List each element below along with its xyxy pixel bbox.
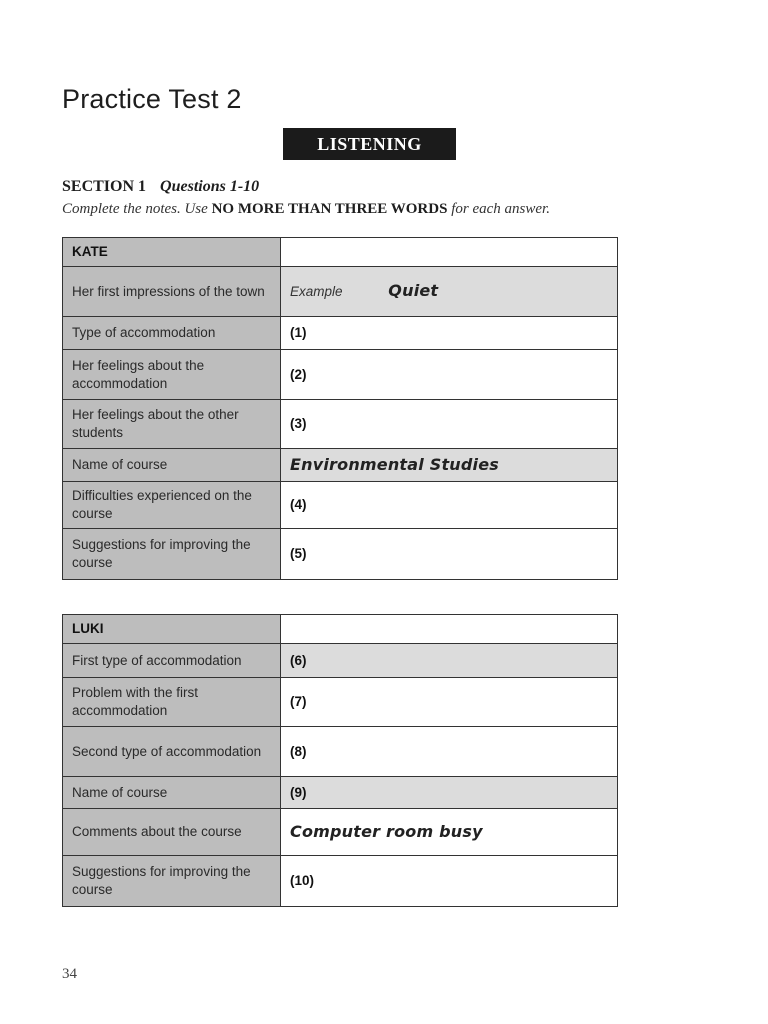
answer-cell: [281, 449, 618, 482]
row-label: Suggestions for improving the course: [63, 856, 281, 907]
answer-cell[interactable]: [281, 856, 618, 907]
kate-header: KATE: [63, 238, 281, 267]
row-label: Name of course: [63, 449, 281, 482]
row-label: Comments about the course: [63, 809, 281, 856]
handwritten-answer: Computer room busy: [290, 821, 483, 841]
table-row: [63, 529, 618, 580]
header-blank-cell: [281, 615, 618, 644]
table-row: [63, 482, 618, 529]
answer-cell[interactable]: [281, 644, 618, 678]
row-label: Second type of accommodation: [63, 727, 281, 777]
answer-cell[interactable]: [281, 350, 618, 400]
question-number: (9): [290, 784, 307, 800]
question-number: (1): [290, 325, 307, 340]
question-number: (3): [290, 416, 307, 431]
table-row: [63, 678, 618, 727]
question-number: (7): [290, 694, 307, 709]
question-number: (5): [290, 546, 307, 561]
instructions-pre: Complete the notes. Use: [62, 201, 212, 217]
kate-notes-table: [62, 237, 618, 580]
row-label: Type of accommodation: [63, 317, 281, 350]
instructions-word-limit: NO MORE THAN THREE WORDS: [211, 201, 448, 217]
instructions: [62, 201, 550, 218]
table-row: [63, 644, 618, 678]
row-label: Difficulties experienced on the course: [63, 482, 281, 529]
table-row: [63, 809, 618, 856]
table-header-row: [63, 238, 618, 267]
example-label: Example: [290, 284, 343, 299]
question-number: (4): [290, 497, 307, 512]
row-label: First type of accommodation: [63, 644, 281, 678]
table-row: [63, 856, 618, 907]
question-number: (8): [290, 743, 307, 759]
answer-cell[interactable]: [281, 727, 618, 777]
table-row: [63, 777, 618, 809]
table-row: [63, 317, 618, 350]
questions-range: Questions 1-10: [160, 178, 260, 195]
answer-cell[interactable]: [281, 678, 618, 727]
answer-cell: [281, 809, 618, 856]
page-number: 34: [62, 966, 77, 982]
answer-cell[interactable]: [281, 482, 618, 529]
section-label: SECTION 1: [62, 178, 147, 195]
table-row: [63, 267, 618, 317]
handwritten-answer: Environmental Studies: [290, 454, 499, 474]
table-row: [63, 400, 618, 449]
answer-cell[interactable]: [281, 777, 618, 809]
row-label: Her first impressions of the town: [63, 267, 281, 317]
answer-cell[interactable]: [281, 529, 618, 580]
row-label: Suggestions for improving the course: [63, 529, 281, 580]
handwritten-answer: Quiet: [388, 281, 439, 300]
listening-banner: LISTENING: [283, 128, 456, 160]
row-label: Name of course: [63, 777, 281, 809]
question-number: (6): [290, 652, 307, 668]
row-label: Her feelings about the accommodation: [63, 350, 281, 400]
table-row: [63, 350, 618, 400]
luki-notes-table: [62, 614, 618, 907]
section-heading: [62, 178, 259, 196]
luki-header: LUKI: [63, 615, 281, 644]
table-row: [63, 449, 618, 482]
question-number: (10): [290, 873, 315, 888]
header-blank-cell: [281, 238, 618, 267]
answer-cell: [281, 267, 618, 317]
question-number: (2): [290, 366, 307, 382]
row-label: Problem with the first accommodation: [63, 678, 281, 727]
instructions-post: for each answer.: [447, 201, 550, 217]
table-row: [63, 727, 618, 777]
page-title: Practice Test 2: [62, 84, 242, 114]
answer-cell[interactable]: [281, 317, 618, 350]
table-header-row: [63, 615, 618, 644]
answer-cell[interactable]: [281, 400, 618, 449]
row-label: Her feelings about the other students: [63, 400, 281, 449]
